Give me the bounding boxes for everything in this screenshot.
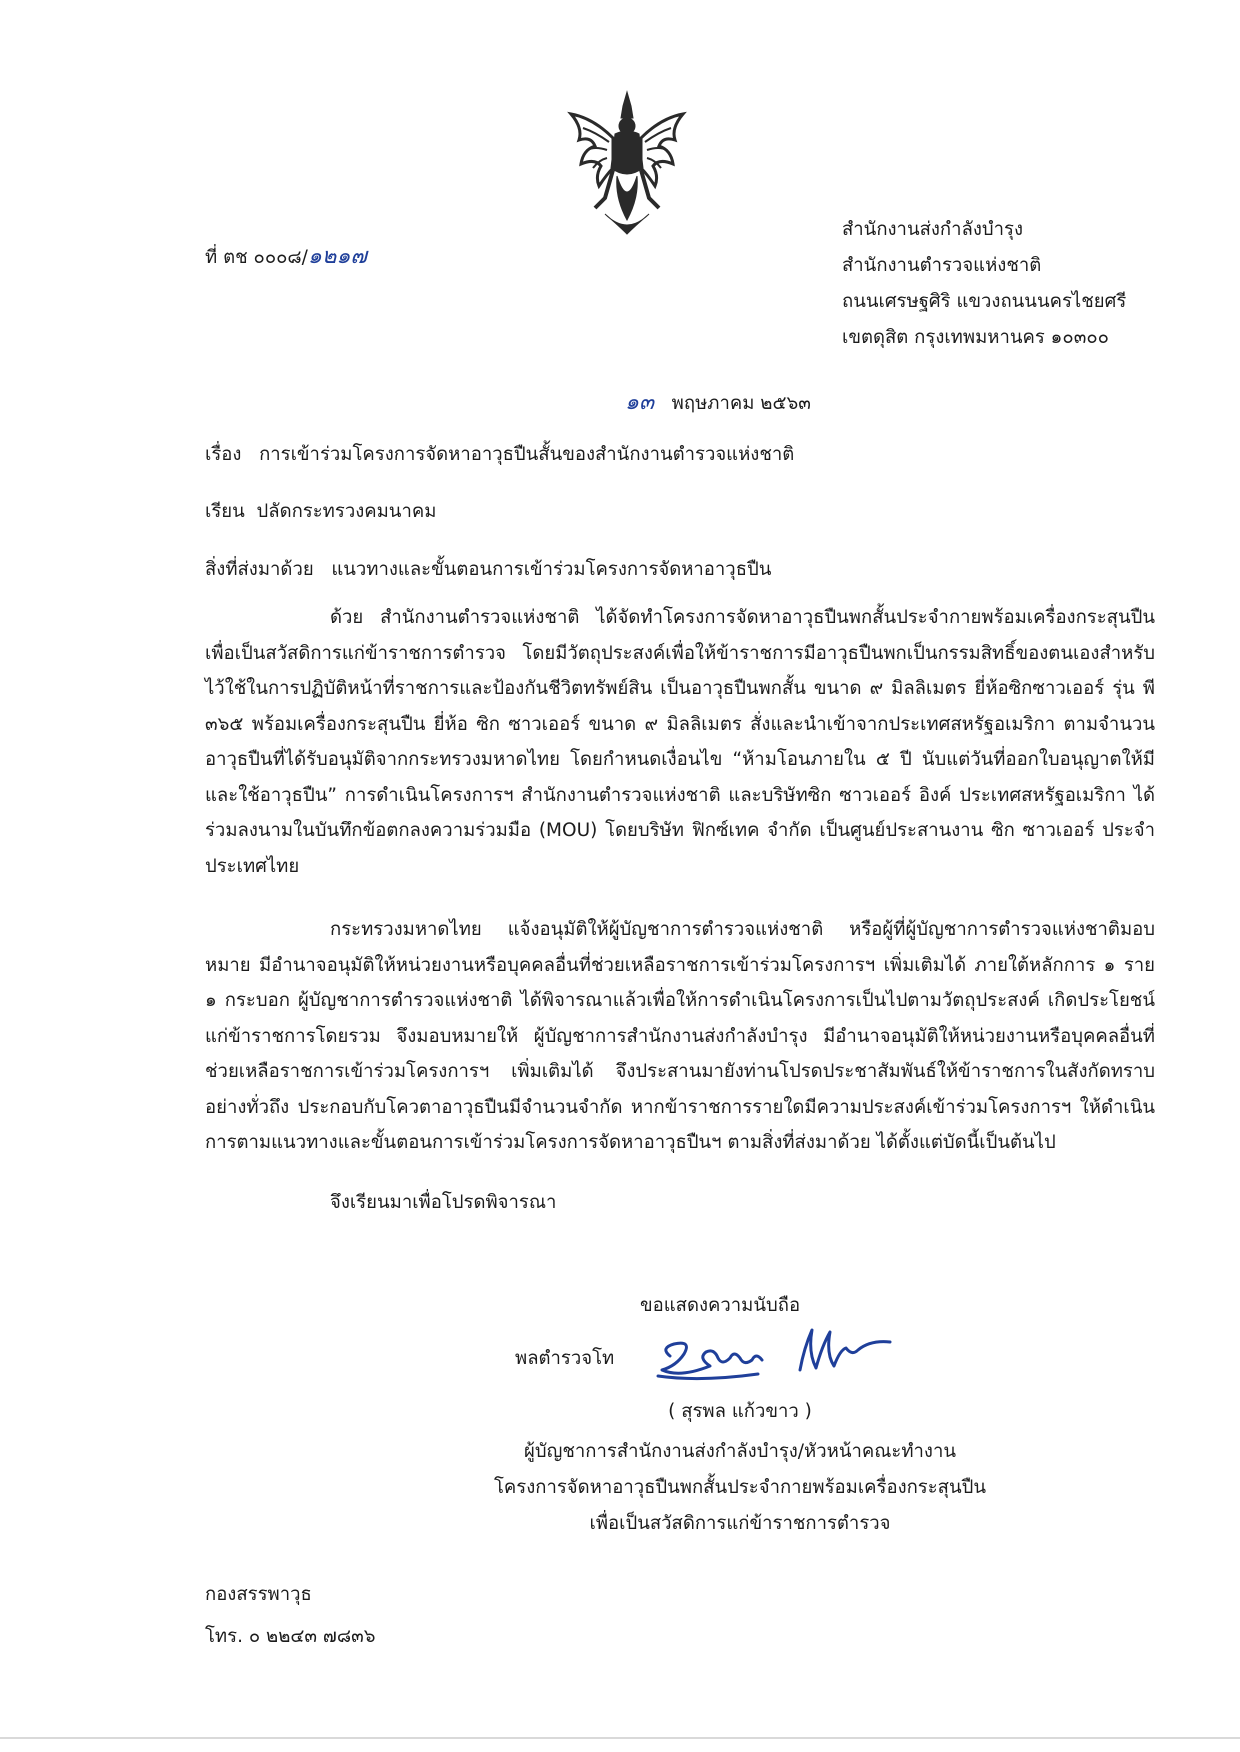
enclosure-line	[205, 555, 771, 584]
signer-title-line: โครงการจัดหาอาวุธปืนพกสั้นประจำกายพร้อมเครื่องกระสุนปืน	[493, 1477, 987, 1498]
address-line: สำนักงานตำรวจแห่งชาติ	[842, 255, 1042, 276]
closing-salutation: ขอแสดงความนับถือ	[640, 1295, 801, 1316]
recipient-label: เรียน	[205, 501, 245, 522]
recipient-line	[205, 497, 436, 526]
signer-rank: พลตำรวจโท	[515, 1348, 615, 1369]
subject-text: การเข้าร่วมโครงการจัดหาอาวุธปืนสั้นของสำนักงานตำรวจแห่งชาติ	[259, 444, 795, 465]
body-paragraph-2	[205, 912, 1155, 1161]
issuing-division: กองสรรพาวุธ	[205, 1584, 312, 1605]
date-month-year: พฤษภาคม ๒๕๖๓	[671, 393, 811, 414]
letter-date	[625, 384, 811, 419]
document-number	[205, 238, 367, 273]
signer-title-line: ผู้บัญชาการสำนักงานส่งกำลังบำรุง/หัวหน้าคณะทำงาน	[524, 1441, 956, 1462]
document-number-value: ๑๒๑๗	[307, 244, 367, 269]
date-day: ๑๓	[625, 390, 655, 415]
handwritten-signature	[640, 1318, 910, 1388]
address-line: สำนักงานส่งกำลังบำรุง	[842, 219, 1023, 240]
sender-address	[842, 212, 1126, 356]
enclosure-text: แนวทางและขั้นตอนการเข้าร่วมโครงการจัดหาอาวุธปืน	[331, 559, 772, 580]
address-line: ถนนเศรษฐศิริ แขวงถนนนครไชยศรี	[842, 291, 1127, 312]
subject-line	[205, 440, 794, 469]
contact-phone: โทร. ๐ ๒๒๔๓ ๗๘๓๖	[205, 1626, 376, 1647]
garuda-emblem-icon	[565, 88, 690, 238]
signer-name: ( สุรพล แก้วขาว )	[668, 1401, 812, 1422]
signer-title-line: เพื่อเป็นสวัสดิการแก่ข้าราชการตำรวจ	[589, 1513, 891, 1534]
enclosure-label: สิ่งที่ส่งมาด้วย	[205, 559, 314, 580]
subject-label: เรื่อง	[205, 444, 242, 465]
paragraph-text: กระทรวงมหาดไทย แจ้งอนุมัติให้ผู้บัญชาการตำรวจแห่งชาติ หรือผู้ที่ผู้บัญชาการตำรวจแห่งชาติมอบหมาย มีอำนาจอนุมัติให้หน่วยงานหรือบุคคลอื่นที่ช่วยเหลือราชการเข้าร่วมโครงการฯ เพิ่มเติมได้ ภายใต้หลักการ ๑ ราย ๑ กระบอก ผู้บัญชาการตำรวจแห่งชาติ ได้พิจารณาแล้วเพื่อให้การดำเนินโครงการเป็นไปตามวัตถุประสงค์ เกิดประโยชน์แก่ข้าราชการโดยรวม จึงมอบหมายให้ ผู้บัญชาการสำนักงานส่งกำลังบำรุง มีอำนาจอนุมัติให้หน่วยงานหรือบุคคลอื่นที่ช่วยเหลือราชการเข้าร่วมโครงการฯ เพิ่มเติมได้ จึงประสานมายังท่านโปรดประชาสัมพันธ์ให้ข้าราชการในสังกัดทราบอย่างทั่วถึง ประกอบกับโควตาอาวุธปืนมีจำนวนจำกัด หากข้าราชการรายใดมีความประสงค์เข้าร่วมโครงการฯ ให้ดำเนินการตามแนวทางและขั้นตอนการเข้าร่วมโครงการจัดหาอาวุธปืนฯ ตามสิ่งที่ส่งมาด้วย ได้ตั้งแต่บัดนี้เป็นต้นไป	[205, 919, 1155, 1153]
document-number-label: ที่ ตช ๐๐๐๘/	[205, 247, 308, 268]
address-line: เขตดุสิต กรุงเทพมหานคร ๑๐๓๐๐	[842, 327, 1109, 348]
page-bottom-edge	[0, 1737, 1240, 1739]
recipient-text: ปลัดกระทรวงคมนาคม	[256, 501, 437, 522]
closing-request: จึงเรียนมาเพื่อโปรดพิจารณา	[330, 1192, 557, 1213]
paragraph-text: ด้วย สำนักงานตำรวจแห่งชาติ ได้จัดทำโครงการจัดหาอาวุธปืนพกสั้นประจำกายพร้อมเครื่องกระสุนปืนเพื่อเป็นสวัสดิการแก่ข้าราชการตำรวจ โดยมีวัตถุประสงค์เพื่อให้ข้าราชการมีอาวุธปืนพกเป็นกรรมสิทธิ์ของตนเองสำหรับไว้ใช้ในการปฏิบัติหน้าที่ราชการและป้องกันชีวิตทรัพย์สิน เป็นอาวุธปืนพกสั้น ขนาด ๙ มิลลิเมตร ยี่ห้อซิกซาวเออร์ รุ่น พี ๓๖๕ พร้อมเครื่องกระสุนปืน ยี่ห้อ ซิก ซาวเออร์ ขนาด ๙ มิลลิเมตร สั่งและนำเข้าจากประเทศสหรัฐอเมริกา ตามจำนวนอาวุธปืนที่ได้รับอนุมัติจากกระทรวงมหาดไทย โดยกำหนดเงื่อนไข “ห้ามโอนภายใน ๕ ปี นับแต่วันที่ออกใบอนุญาตให้มีและใช้อาวุธปืน” การดำเนินโครงการฯ สำนักงานตำรวจแห่งชาติ และบริษัทซิก ซาวเออร์ อิงค์ ประเทศสหรัฐอเมริกา ได้ร่วมลงนามในบันทึกข้อตกลงความร่วมมือ (MOU) โดยบริษัท ฟิกซ์เทค จำกัด เป็นศูนย์ประสานงาน ซิก ซาวเออร์ ประจำประเทศไทย	[205, 607, 1155, 877]
body-paragraph-1	[205, 600, 1155, 884]
